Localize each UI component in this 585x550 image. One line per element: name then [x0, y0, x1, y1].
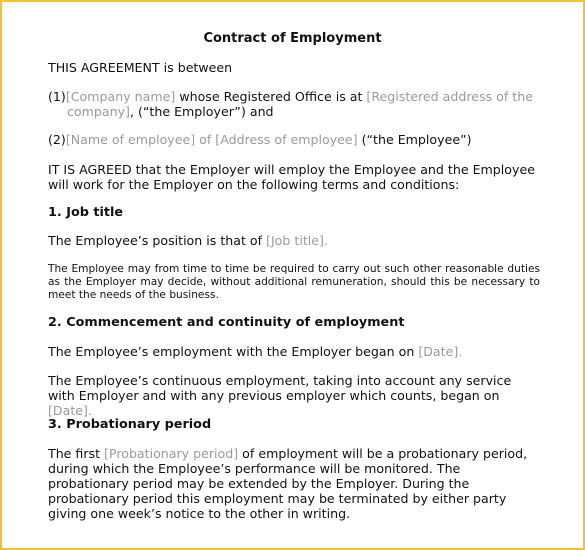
- section-1-paragraph-1: [48, 233, 540, 248]
- probationary-period-placeholder: [Probationary period]: [104, 446, 239, 461]
- section-1-paragraph-2: The Employee may from time to time be required to carry out such other reasonable duties as the Employer may decide, without additional remuneration, should this be necessary to meet the needs of the business.: [48, 263, 540, 301]
- start-date-placeholder: [Date]: [418, 344, 459, 359]
- employee-address-placeholder: [Address of employee]: [215, 132, 358, 147]
- section-2-period-2: .: [87, 403, 92, 418]
- agreement-statement: IT IS AGREED that the Employer will employ the Employee and the Employee will work for the Employer on the following terms and conditions:: [48, 162, 535, 192]
- section-2-paragraph-2: [48, 373, 540, 418]
- registered-address-placeholder: [Registered address of the company]: [67, 89, 533, 119]
- section-2-heading: 2. Commencement and continuity of employment: [48, 315, 405, 330]
- party-2: [48, 132, 540, 147]
- continuous-date-placeholder: [Date]: [48, 403, 88, 418]
- section-2-paragraph-1: [48, 344, 540, 359]
- section-3-text-1: The first: [48, 446, 105, 461]
- section-3-text-2: of employment will be a probationary period, during which the Employee’s performance will be monitored. The probationary period may be extended by the Employer. During the probationary period this employment may be terminated by either party giving one week’s notice to the other in writing.: [48, 446, 528, 521]
- party-1-number: (1): [48, 89, 66, 104]
- section-3-paragraph-1: [48, 446, 540, 521]
- company-name-placeholder: [Company name]: [65, 89, 176, 104]
- party-1-employer-label: , (“the Employer”) and: [129, 104, 274, 119]
- section-3-heading: 3. Probationary period: [48, 417, 212, 432]
- document-frame: [2, 2, 583, 548]
- section-2-text-2: The Employee’s continuous employment, taking into account any service with Employer and with any previous employer which counts, began on: [48, 373, 512, 403]
- party-2-employee-label: (“the Employee”): [357, 132, 472, 147]
- section-1-text: The Employee’s position is that of: [48, 233, 267, 248]
- party-2-of: of: [195, 132, 216, 147]
- section-2-text-1: The Employee’s employment with the Employer began on: [48, 344, 419, 359]
- section-1-period: .: [323, 233, 328, 248]
- party-2-number: (2): [48, 132, 66, 147]
- intro-line: THIS AGREEMENT is between: [48, 60, 233, 75]
- employee-name-placeholder: [Name of employee]: [65, 132, 196, 147]
- document-title: Contract of Employment: [203, 31, 382, 46]
- party-1: [48, 89, 559, 119]
- section-1-heading: 1. Job title: [48, 205, 124, 220]
- section-2-period-1: .: [458, 344, 463, 359]
- job-title-placeholder: [Job title]: [266, 233, 324, 248]
- party-1-text: whose Registered Office is at: [175, 89, 367, 104]
